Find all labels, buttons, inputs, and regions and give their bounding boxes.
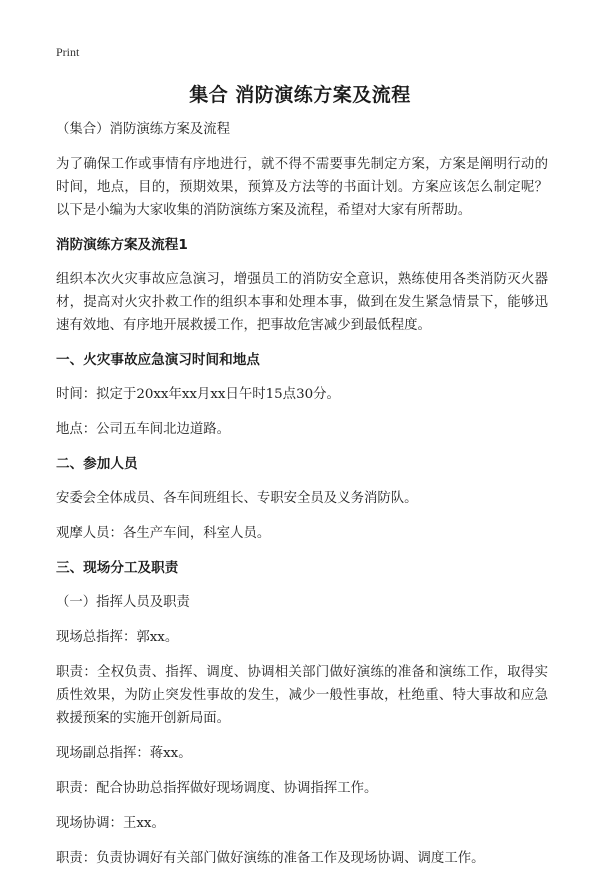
coordinator-paragraph: 现场协调：王xx。 bbox=[56, 816, 165, 831]
subtitle-paragraph: （集合）消防演练方案及流程 bbox=[56, 122, 231, 137]
section-heading-participants: 二、参加人员 bbox=[56, 456, 138, 472]
subsection-command-staff: （一）指挥人员及职责 bbox=[56, 595, 190, 610]
participants-paragraph: 安委会全体成员、各车间班组长、专职安全员及义务消防队。 bbox=[56, 491, 418, 506]
place-paragraph: 地点：公司五车间北边道路。 bbox=[56, 422, 231, 437]
section-heading-time-place: 一、火灾事故应急演习时间和地点 bbox=[56, 352, 260, 368]
section-heading-plan-1: 消防演练方案及流程1 bbox=[56, 237, 188, 253]
deputy-duties-paragraph: 职责：配合协助总指挥做好现场调度、协调指挥工作。 bbox=[56, 781, 378, 796]
observers-paragraph: 观摩人员：各生产车间，科室人员。 bbox=[56, 526, 271, 541]
chief-commander-paragraph: 现场总指挥：郭xx。 bbox=[56, 630, 179, 645]
deputy-commander-paragraph: 现场副总指挥：蒋xx。 bbox=[56, 746, 192, 761]
intro-paragraph: 为了确保工作或事情有序地进行，就不得不需要事先制定方案，方案是阐明行动的时间，地点，目的，预期效果，预算及方法等的书面计划。方案应该怎么制定呢？以下是小编为大家收集的消防演练方案及流程，希望对大家有所帮助。 bbox=[56, 157, 548, 218]
purpose-paragraph: 组织本次火灾事故应急演习，增强员工的消防安全意识，熟练使用各类消防灭火器材，提高对火灾扑救工作的组织本事和处理本事，做到在发生紧急情景下，能够迅速有效地、有序地开展救援工作，把事故危害减少到最低程度。 bbox=[56, 272, 548, 333]
document-body bbox=[56, 118, 548, 882]
chief-duties-paragraph: 职责：全权负责、指挥、调度、协调相关部门做好演练的准备和演练工作，取得实质性效果，为防止突发性事故的发生，减少一般性事故，杜绝重、特大事故和应急救援预案的实施开创新局面。 bbox=[56, 665, 548, 726]
coordinator-duties-paragraph: 职责：负责协调好有关部门做好演练的准备工作及现场协调、调度工作。 bbox=[56, 851, 485, 866]
page-title: 集合 消防演练方案及流程 bbox=[189, 84, 411, 106]
print-link[interactable]: Print bbox=[56, 45, 80, 59]
section-heading-duties: 三、现场分工及职责 bbox=[56, 560, 179, 576]
time-paragraph: 时间：拟定于20xx年xx月xx日午时15点30分。 bbox=[56, 387, 340, 402]
